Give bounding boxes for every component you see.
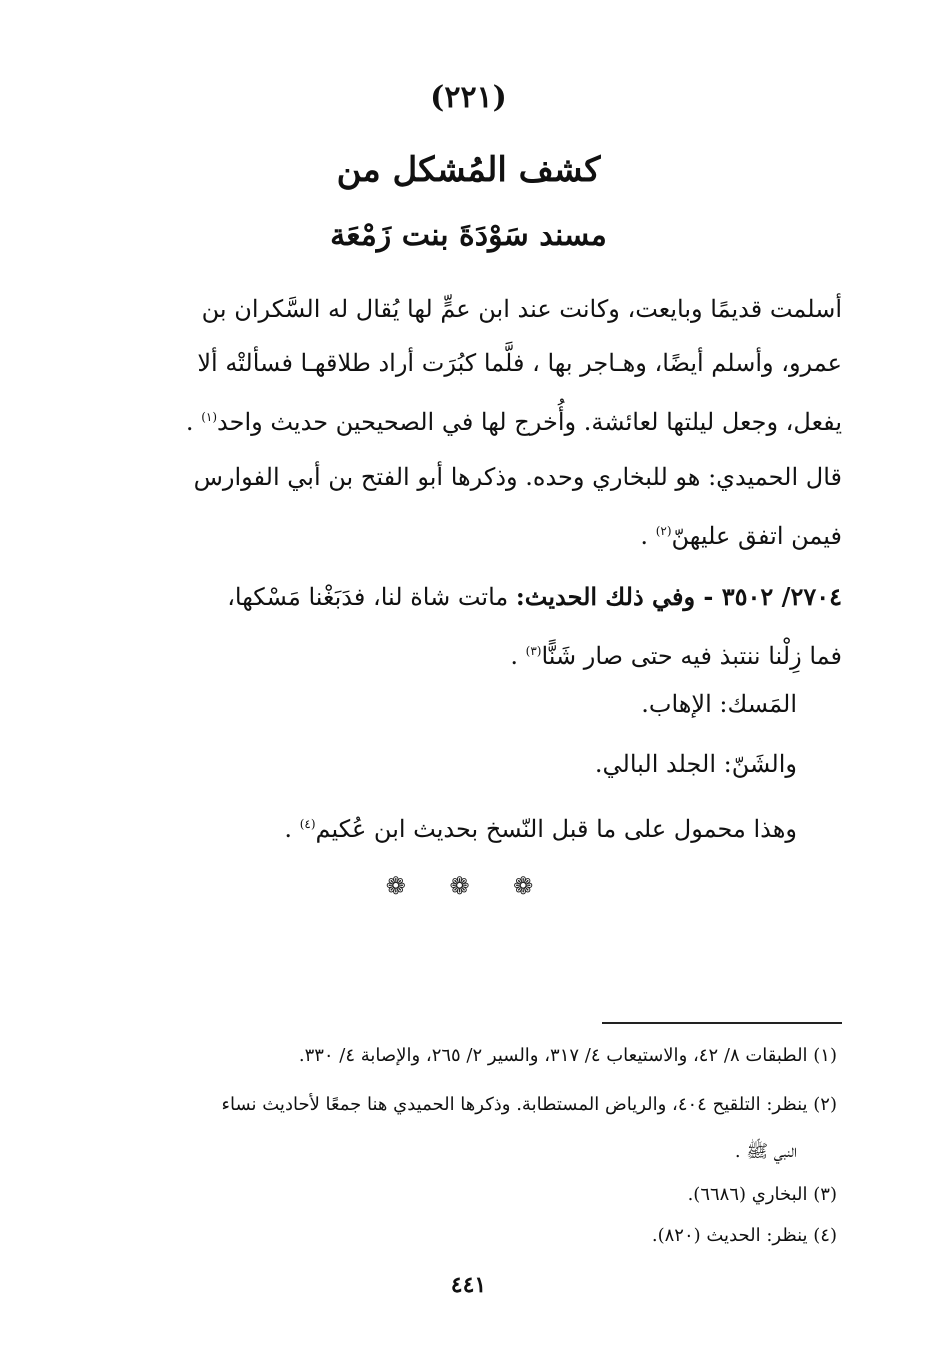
page-number: ٤٤١ xyxy=(450,1272,487,1298)
definition-shann: والشَنّ: الجلد البالي. xyxy=(594,750,797,778)
paragraph-line xyxy=(95,624,842,678)
period: . xyxy=(185,408,194,436)
definition-mask: المَسك: الإهاب. xyxy=(641,690,797,718)
paragraph-humaydi xyxy=(95,450,842,558)
paragraph-hadith xyxy=(95,570,842,678)
hadith-text: ماتت شاة لنا، فدَبَغْنا مَسْكها، xyxy=(227,583,509,611)
footnote-4: (٤) ينظر: الحديث (٨٢٠). xyxy=(651,1225,837,1246)
footnote-2-continuation: النبي ﷺ . xyxy=(734,1141,797,1162)
period: . xyxy=(510,642,519,670)
footnote-divider xyxy=(602,1022,842,1024)
footnote-ref: (٣) xyxy=(525,644,542,658)
paragraph-biography xyxy=(95,282,842,444)
footnote-ref: (١) xyxy=(201,410,218,424)
page-subtitle: مسند سَوْدَةَ بنت زَمْعَة xyxy=(330,218,607,253)
separator-ornament: ❁ ❁ ❁ xyxy=(385,872,552,900)
section-number: (٢٢١) xyxy=(430,80,507,115)
paragraph-line: عمرو، وأسلم أيضًا، وهـاجر بها ، فلَّما كبُرَت أراد طلاقهـا فسألتْه ألا xyxy=(197,349,842,377)
hadith-number: ٢٧٠٤/ ٣٥٠٢ - وفي ذلك الحديث: xyxy=(515,582,842,611)
period: . xyxy=(640,522,649,550)
paragraph-line-text: فيمن اتفق عليهنّ xyxy=(671,522,842,550)
footnote-ref: (٤) xyxy=(299,817,316,831)
paragraph-line-text: يفعل، وجعل ليلتها لعائشة. وأُخرج لها في الصحيحين حديث واحد xyxy=(217,408,842,436)
page-title: كشف المُشكل من xyxy=(336,150,601,190)
footnote-1: (١) الطبقات ٨/ ٤٢، والاستيعاب ٤/ ٣١٧، والسير ٢/ ٢٦٥، والإصابة ٤/ ٣٣٠. xyxy=(298,1045,837,1066)
hadith-text: فما زِلْنا ننتبذ فيه حتى صار شَنًّا xyxy=(541,642,842,670)
paragraph-line xyxy=(95,504,842,558)
note-text: وهذا محمول على ما قبل النّسخ بحديث ابن عُكيم xyxy=(315,815,797,843)
footnote-2: (٢) ينظر: التلقيح ٤٠٤، والرياض المستطابة. وذكرها الحميدي هنا جمعًا لأحاديث نساء xyxy=(221,1094,837,1115)
paragraph-line: قال الحميدي: هو للبخاري وحده. وذكرها أبو الفتح بن أبي الفوارس xyxy=(193,463,842,491)
paragraph-line: أسلمت قديمًا وبايعت، وكانت عند ابن عمٍّ لها يُقال له السَّكران بن xyxy=(201,295,842,323)
paragraph-line xyxy=(95,390,842,444)
abrogation-note xyxy=(284,815,797,843)
paragraph-line xyxy=(95,570,842,624)
footnote-3: (٣) البخاري (٦٦٨٦). xyxy=(687,1184,837,1205)
footnote-ref: (٢) xyxy=(655,524,672,538)
period: . xyxy=(284,815,293,843)
